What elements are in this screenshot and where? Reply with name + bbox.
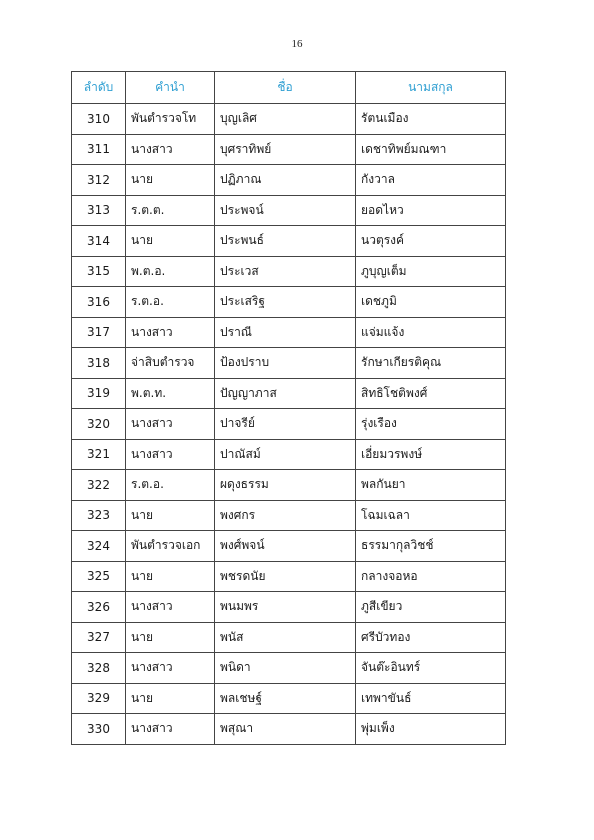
cell-last-name: แจ่มแจ้ง	[356, 317, 506, 348]
cell-order: 315	[72, 256, 126, 287]
cell-first-name: ประพจน์	[215, 195, 356, 226]
cell-title: พ.ต.ท.	[126, 378, 215, 409]
cell-first-name: พนิดา	[215, 653, 356, 684]
cell-order: 328	[72, 653, 126, 684]
cell-title: นาย	[126, 683, 215, 714]
cell-last-name: รุ่งเรือง	[356, 409, 506, 440]
cell-first-name: บุญเลิศ	[215, 104, 356, 135]
cell-first-name: ปาจรีย์	[215, 409, 356, 440]
cell-last-name: ธรรมากุลวิชช์	[356, 531, 506, 562]
cell-last-name: เดชภูมิ	[356, 287, 506, 318]
cell-title: นางสาว	[126, 592, 215, 623]
name-list-table	[71, 71, 506, 745]
header-last-name: นามสกุล	[356, 72, 506, 104]
table-row	[72, 714, 506, 745]
cell-last-name: จันต๊ะอินทร์	[356, 653, 506, 684]
page-number: 16	[291, 38, 303, 50]
table-row	[72, 317, 506, 348]
cell-title: ร.ต.อ.	[126, 287, 215, 318]
table-row	[72, 104, 506, 135]
cell-title: พ.ต.อ.	[126, 256, 215, 287]
cell-first-name: บุศราทิพย์	[215, 134, 356, 165]
cell-title: นางสาว	[126, 653, 215, 684]
cell-last-name: พลกันยา	[356, 470, 506, 501]
table-row	[72, 256, 506, 287]
cell-order: 319	[72, 378, 126, 409]
cell-first-name: ป้องปราบ	[215, 348, 356, 379]
cell-order: 321	[72, 439, 126, 470]
cell-last-name: เดชาทิพย์มณฑา	[356, 134, 506, 165]
table-row	[72, 531, 506, 562]
cell-first-name: พลเชษฐ์	[215, 683, 356, 714]
cell-order: 327	[72, 622, 126, 653]
cell-last-name: เอี่ยมวรพงษ์	[356, 439, 506, 470]
cell-order: 330	[72, 714, 126, 745]
cell-last-name: โฉมเฉลา	[356, 500, 506, 531]
table-row	[72, 378, 506, 409]
cell-last-name: เทพาขันธ์	[356, 683, 506, 714]
table-row	[72, 653, 506, 684]
cell-order: 322	[72, 470, 126, 501]
cell-first-name: ปฏิภาณ	[215, 165, 356, 196]
cell-last-name: ศรีบัวทอง	[356, 622, 506, 653]
cell-order: 320	[72, 409, 126, 440]
header-first-name: ชื่อ	[215, 72, 356, 104]
cell-first-name: ประเวส	[215, 256, 356, 287]
header-title: คำนำ	[126, 72, 215, 104]
cell-first-name: พนัส	[215, 622, 356, 653]
cell-order: 312	[72, 165, 126, 196]
table-row	[72, 439, 506, 470]
cell-title: นางสาว	[126, 439, 215, 470]
table-row	[72, 134, 506, 165]
cell-last-name: พุ่มเพ็ง	[356, 714, 506, 745]
cell-first-name: ปราณี	[215, 317, 356, 348]
cell-title: จ่าสิบตำรวจ	[126, 348, 215, 379]
cell-first-name: ประพนธ์	[215, 226, 356, 257]
header-order: ลำดับ	[72, 72, 126, 104]
cell-title: นาย	[126, 500, 215, 531]
table-header-row	[72, 72, 506, 104]
cell-order: 310	[72, 104, 126, 135]
cell-order: 316	[72, 287, 126, 318]
cell-first-name: พชรดนัย	[215, 561, 356, 592]
table-row	[72, 287, 506, 318]
table-row	[72, 195, 506, 226]
table-row	[72, 348, 506, 379]
cell-order: 329	[72, 683, 126, 714]
cell-last-name: นวตุรงค์	[356, 226, 506, 257]
cell-order: 325	[72, 561, 126, 592]
cell-last-name: ภูบุญเต็ม	[356, 256, 506, 287]
cell-last-name: รัตนเมือง	[356, 104, 506, 135]
cell-order: 311	[72, 134, 126, 165]
cell-title: ร.ต.อ.	[126, 470, 215, 501]
cell-title: นาย	[126, 622, 215, 653]
table-row	[72, 409, 506, 440]
cell-last-name: กังวาล	[356, 165, 506, 196]
cell-title: นางสาว	[126, 409, 215, 440]
cell-last-name: สิทธิโชติพงศ์	[356, 378, 506, 409]
cell-order: 326	[72, 592, 126, 623]
cell-order: 314	[72, 226, 126, 257]
cell-last-name: กลางจอหอ	[356, 561, 506, 592]
cell-title: ร.ต.ต.	[126, 195, 215, 226]
cell-first-name: พงศกร	[215, 500, 356, 531]
table-row	[72, 622, 506, 653]
cell-title: นางสาว	[126, 317, 215, 348]
cell-last-name: รักษาเกียรติคุณ	[356, 348, 506, 379]
table-row	[72, 226, 506, 257]
cell-first-name: ปัญญาภาส	[215, 378, 356, 409]
cell-title: นางสาว	[126, 134, 215, 165]
cell-last-name: ภูสีเขียว	[356, 592, 506, 623]
cell-first-name: ประเสริฐ	[215, 287, 356, 318]
cell-order: 324	[72, 531, 126, 562]
cell-title: นาย	[126, 165, 215, 196]
cell-first-name: ปาณัสม์	[215, 439, 356, 470]
table-row	[72, 470, 506, 501]
cell-order: 323	[72, 500, 126, 531]
cell-first-name: พสุณา	[215, 714, 356, 745]
cell-title: นางสาว	[126, 714, 215, 745]
table-row	[72, 683, 506, 714]
cell-last-name: ยอดไหว	[356, 195, 506, 226]
cell-title: นาย	[126, 561, 215, 592]
cell-order: 317	[72, 317, 126, 348]
cell-title: พันตำรวจเอก	[126, 531, 215, 562]
table-row	[72, 165, 506, 196]
cell-title: นาย	[126, 226, 215, 257]
cell-order: 313	[72, 195, 126, 226]
table-row	[72, 500, 506, 531]
cell-order: 318	[72, 348, 126, 379]
table-row	[72, 592, 506, 623]
cell-first-name: พนมพร	[215, 592, 356, 623]
table-row	[72, 561, 506, 592]
cell-first-name: ผดุงธรรม	[215, 470, 356, 501]
cell-first-name: พงศ์พจน์	[215, 531, 356, 562]
cell-title: พันตำรวจโท	[126, 104, 215, 135]
